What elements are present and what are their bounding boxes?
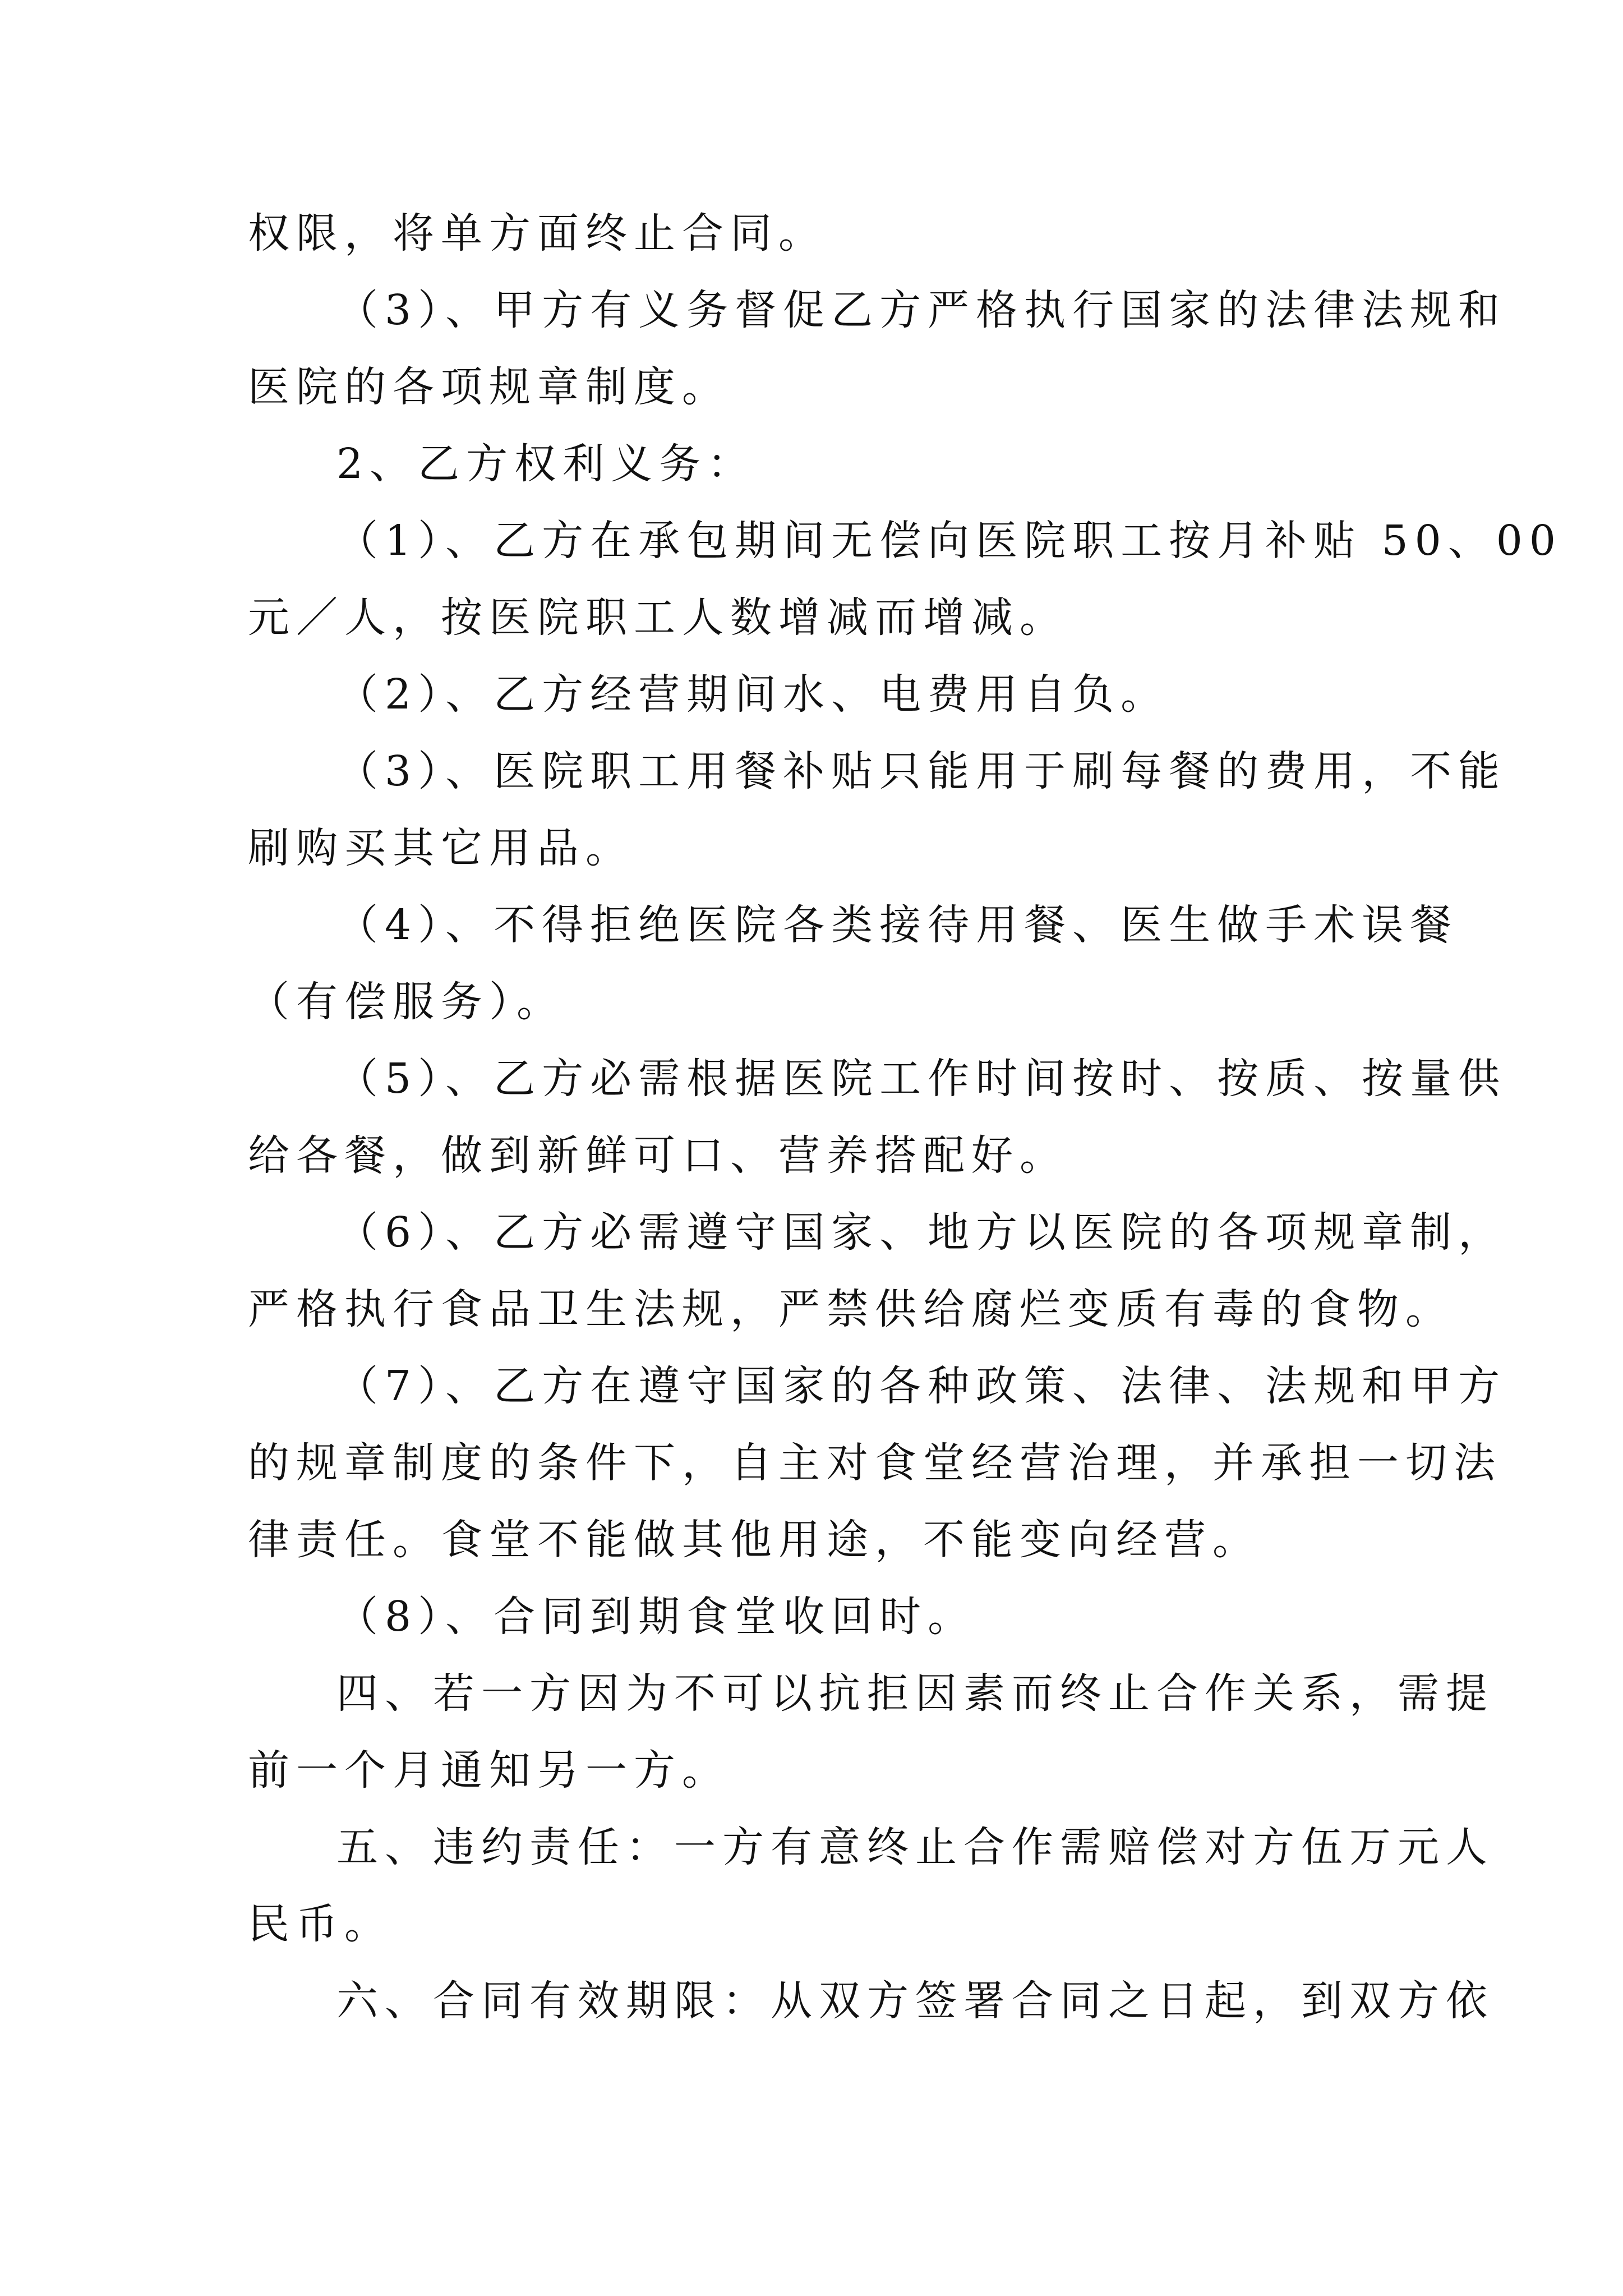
text-line: （1）、乙方在承包期间无偿向医院职工按月补贴 50、00 [336, 517, 1562, 565]
text-line: 刷购买其它用品。 [248, 824, 634, 872]
text-line: 2、乙方权利义务： [336, 440, 756, 488]
text-line: 元／人，按医院职工人数增减而增减。 [248, 593, 1068, 642]
text-line: （3）、甲方有义务督促乙方严格执行国家的法律法规和 [336, 286, 1507, 334]
text-line: 医院的各项规章制度。 [248, 363, 730, 411]
text-line: 权限，将单方面终止合同。 [248, 209, 827, 257]
text-line: 六、合同有效期限：从双方签署合同之日起，到双方依 [336, 1977, 1494, 2025]
text-line: （5）、乙方必需根据医院工作时间按时、按质、按量供 [336, 1055, 1507, 1103]
text-line: 民币。 [248, 1900, 393, 1948]
text-line: 四、若一方因为不可以抗拒因素而终止合作关系，需提 [336, 1669, 1494, 1718]
text-line: 的规章制度的条件下，自主对食堂经营治理，并承担一切法 [248, 1439, 1502, 1487]
text-line: （8）、合同到期食堂收回时。 [336, 1593, 976, 1641]
text-line: 严格执行食品卫生法规，严禁供给腐烂变质有毒的食物。 [248, 1285, 1454, 1333]
text-line: 给各餐，做到新鲜可口、营养搭配好。 [248, 1131, 1068, 1180]
text-line: （4）、不得拒绝医院各类接待用餐、医生做手术误餐 [336, 901, 1459, 949]
text-line: （2）、乙方经营期间水、电费用自负。 [336, 670, 1169, 719]
text-line: （3）、医院职工用餐补贴只能用于刷每餐的费用，不能 [336, 747, 1507, 795]
text-line: 五、违约责任：一方有意终止合作需赔偿对方伍万元人 [336, 1823, 1494, 1871]
text-line: （7）、乙方在遵守国家的各种政策、法律、法规和甲方 [336, 1362, 1507, 1410]
document-body [248, 195, 1562, 2040]
text-line: 前一个月通知另一方。 [248, 1746, 730, 1795]
text-line: （6）、乙方必需遵守国家、地方以医院的各项规章制， [336, 1208, 1507, 1257]
text-line: 律责任。食堂不能做其他用途，不能变向经营。 [248, 1516, 1261, 1564]
text-line: （有偿服务）。 [248, 978, 565, 1026]
